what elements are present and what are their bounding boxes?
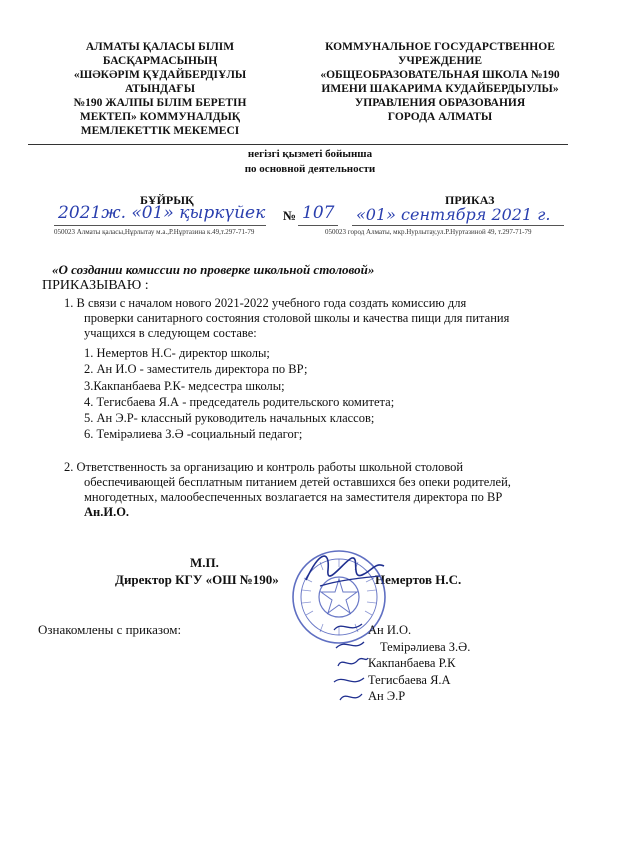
header-right-line: ИМЕНИ ШАКАРИМА КУДАЙБЕРДЫУЛЫ» (321, 83, 559, 95)
header-right-line: «ОБЩЕОБРАЗОВАТЕЛЬНАЯ ШКОЛА №190 (320, 69, 560, 81)
header-left-line: АЛМАТЫ ҚАЛАСЫ БІЛІМ (85, 41, 235, 53)
order-kz-label: БҰЙРЫҚ (140, 193, 194, 207)
order-title: «О создании комиссии по проверке школьной столовой» (52, 262, 375, 277)
header-right-line: КОММУНАЛЬНОЕ ГОСУДАРСТВЕННОЕ (325, 41, 555, 53)
director-name: Немертов Н.С. (375, 572, 462, 587)
header-right (300, 40, 580, 124)
number-sign: № (283, 208, 297, 223)
list-item: Ан Э.Р (368, 689, 406, 703)
header-left-line: «ШӘКӘРІМ ҚҰДАЙБЕРДІҰЛЫ АТЫНДАҒЫ (73, 69, 247, 95)
item-2-line: 2. Ответственность за организацию и контроль работы школьной столовой (64, 460, 464, 474)
item-2 (64, 460, 594, 520)
members-list (84, 345, 564, 443)
list-item: 3.Какпанбаева Р.К- медсестра школы; (84, 378, 285, 393)
header-left (40, 40, 280, 138)
header-left-line: МЕКТЕП» КОММУНАЛДЫҚ (79, 111, 241, 123)
activity-kz: негізгі қызметі бойынша (247, 148, 373, 160)
acquainted-list (368, 622, 470, 705)
header-right-line: УЧРЕЖДЕНИЕ (397, 55, 483, 67)
order-ru-label: ПРИКАЗ (445, 193, 495, 207)
item-2-line: обеспечивающей бесплатным питанием детей оставшихся без опеки родителей, (84, 475, 511, 489)
item-1-line: учащихся в следующем составе: (84, 326, 257, 340)
list-item: 5. Ан Э.Р- классный руководитель начальных классов; (84, 411, 375, 426)
date-left: 2021ж. «01» қыркүйек (58, 203, 266, 223)
header-left-line: БАСҚАРМАСЫНЫҢ (102, 55, 218, 67)
header-divider (28, 144, 568, 145)
order-number: 107 (302, 203, 335, 223)
activity-ru: по основной деятельности (244, 163, 376, 175)
address-left: 050023 Алматы қаласы,Нұрлытау м.а.,Р.Нұртазина к.49,т.297-71-79 (54, 228, 255, 236)
list-item: 4. Тегисбаева Я.А - председатель родительского комитета; (84, 394, 395, 409)
list-item: 6. Темірәлиева З.Ә -социальный педагог; (84, 427, 303, 442)
director-signature (300, 540, 390, 600)
list-item: Ан И.О. (368, 623, 412, 637)
list-item: Какпанбаева Р.К (368, 656, 456, 670)
list-item: 1. Немертов Н.С- директор школы; (84, 346, 270, 360)
director-label: Директор КГУ «ОШ №190» (115, 572, 279, 587)
item-1-line: 1. В связи с началом нового 2021-2022 учебного года создать комиссию для (64, 296, 467, 310)
date-right-underline (352, 225, 564, 226)
list-item: 2. Ан И.О - заместитель директора по ВР; (84, 362, 308, 377)
order-number-underline (298, 225, 338, 226)
item-2-line: многодетных, малообеспеченных возлагается на заместителя директора по ВР (84, 490, 503, 504)
address-right: 050023 город Алматы, мкр.Нурлытау,ул.Р.Нуртазиной 49, т.297-71-79 (325, 228, 532, 236)
header-right-line: УПРАВЛЕНИЯ ОБРАЗОВАНИЯ (354, 97, 526, 109)
list-item: Тегисбаева Я.А (368, 672, 451, 687)
item-1 (64, 296, 584, 341)
header-left-line: МЕМЛЕКЕТТІК МЕКЕМЕСІ (80, 125, 240, 137)
date-left-underline (54, 225, 266, 226)
list-item: Темірәлиева З.Ә. (380, 639, 471, 654)
mp-label: М.П. (190, 555, 219, 570)
date-right: «01» сентября 2021 г. (356, 205, 551, 224)
acquaintance-signatures (328, 618, 372, 708)
header-left-line: №190 ЖАЛПЫ БІЛІМ БЕРЕТІН (73, 97, 247, 109)
header-right-line: ГОРОДА АЛМАТЫ (387, 111, 493, 123)
acquainted-label: Ознакомлены с приказом: (38, 622, 182, 637)
item-1-line: проверки санитарного состояния столовой школы и качества пищи для питания (84, 311, 510, 325)
prikazyvayu-heading: ПРИКАЗЫВАЮ : (42, 278, 149, 293)
item-2-bold: Ан.И.О. (84, 505, 130, 519)
